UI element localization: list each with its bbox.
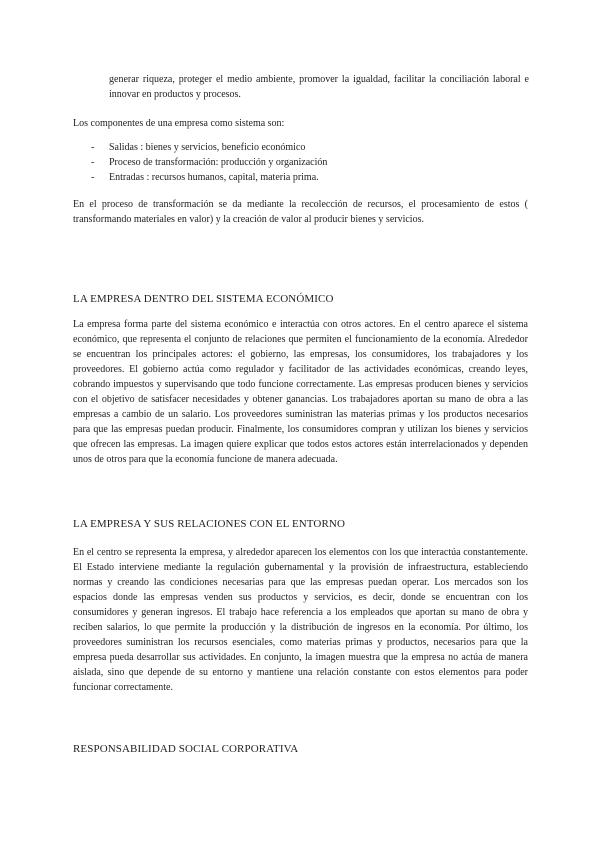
list-item: - Entradas : recursos humanos, capital, materia prima. <box>73 170 528 185</box>
section-heading-environment: LA EMPRESA Y SUS RELACIONES CON EL ENTORNO <box>73 518 345 530</box>
section-body-economic-system: La empresa forma parte del sistema económico e interactúa con otros actores. En el centro aparece el sistema económico, que representa el conjunto de relaciones que permiten el funcionamiento de la economía. Alrededor se encuentran los principales actores: el gobierno, las empresas, los consumidores, los trabajadores y los proveedores. El gobierno actúa como regulador y facilitador de las actividades económicas, creando leyes, cobrando impuestos y supervisando que todo funcione correctamente. Las empresas producen bienes y servicios con el objetivo de satisfacer necesidades y obtener ganancias. Los trabajadores aportan su mano de obra a las empresas a cambio de un salario. Los proveedores suministran las materias primas y los productos necesarios para que las empresas puedan producir. Finalmente, los consumidores compran y utilizan los bienes y servicios que ofrecen las empresas. La imagen quiere explicar que todos estos actores están interrelacionados y dependen unos de otros para que la economía funcione de manera adecuada. <box>73 319 528 465</box>
section-heading-economic-system: LA EMPRESA DENTRO DEL SISTEMA ECONÓMICO <box>73 293 334 305</box>
section-heading-csr: RESPONSABILIDAD SOCIAL CORPORATIVA <box>73 743 299 755</box>
list-item: - Proceso de transformación: producción y organización <box>73 155 528 170</box>
list-item: - Salidas : bienes y servicios, beneficio económico <box>73 140 528 155</box>
components-list <box>73 140 528 185</box>
transformation-paragraph: En el proceso de transformación se da mediante la recolección de recursos, el procesamiento de estos ( transformando materiales en valor) y la creación de valor al producir bienes y servicios. <box>73 199 528 225</box>
intro-continuation: generar riqueza, proteger el medio ambiente, promover la igualdad, facilitar la conciliación laboral e innovar en productos y procesos. <box>109 74 529 100</box>
section-body-environment: En el centro se representa la empresa, y alrededor aparecen los elementos con los que interactúa constantemente. El Estado interviene mediante la regulación gubernamental y la provisión de infraestructura, estableciendo normas y creando las condiciones necesarias para que las empresas puedan operar. Los mercados son los espacios donde las empresas venden sus productos y servicios, es decir, donde se encuentran con los consumidores y generan ingresos. El trabajo hace referencia a los empleados que aportan su mano de obra y reciben salarios, lo que permite la producción y la distribución de ingresos en la economía. Por último, los proveedores suministran los recursos esenciales, como materias primas y productos, necesarios para que la empresa pueda desarrollar sus actividades. En conjunto, la imagen muestra que la empresa no actúa de manera aislada, sino que depende de su entorno y mantiene una relación constante con estos elementos para poder funcionar correctamente. <box>73 547 528 693</box>
components-intro: Los componentes de una empresa como sistema son: <box>73 118 285 129</box>
